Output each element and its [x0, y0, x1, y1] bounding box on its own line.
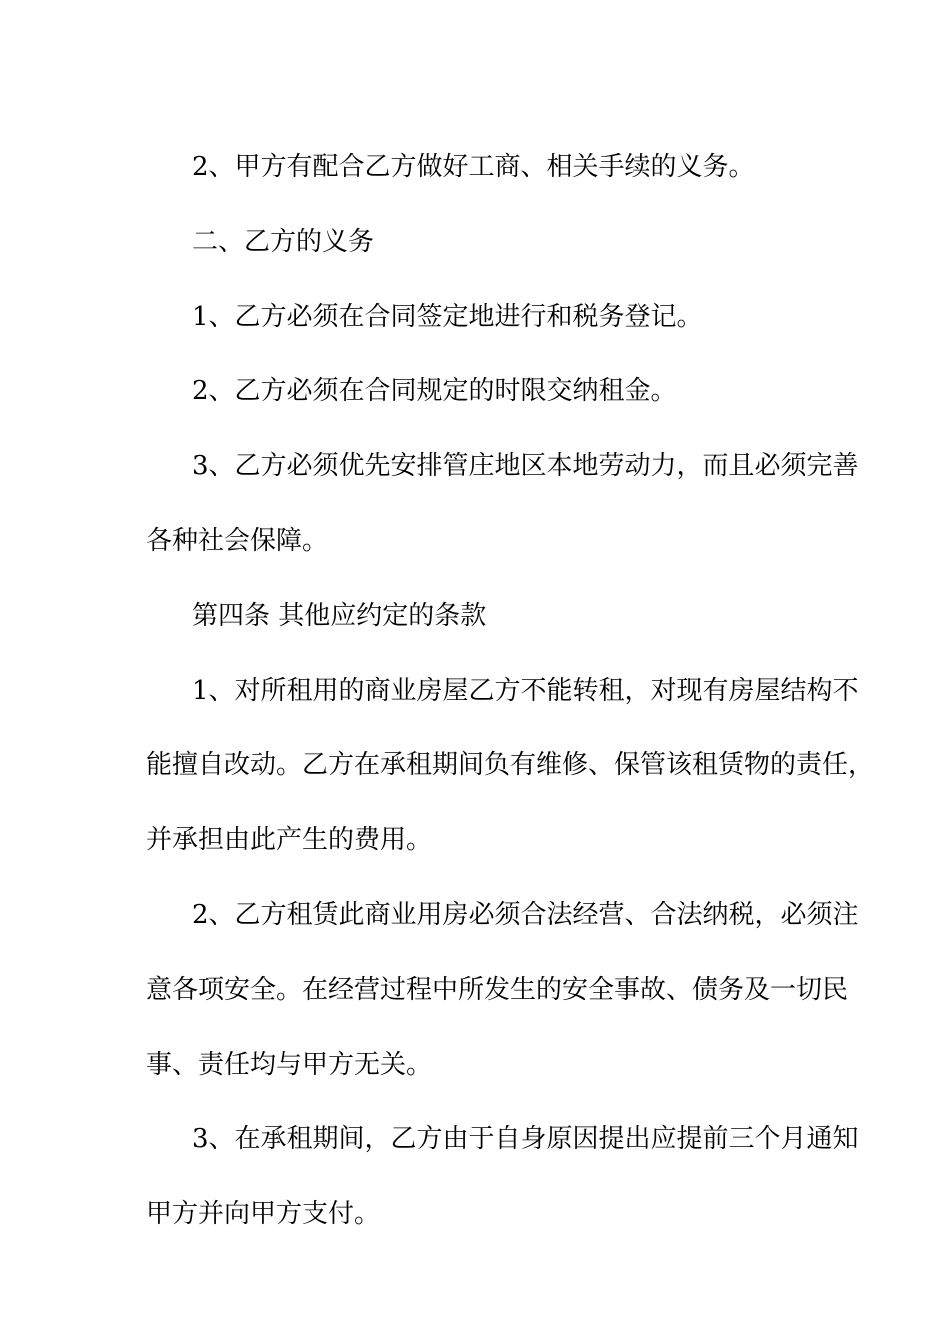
- text-line: 3、在承租期间，乙方由于自身原因提出应提前三个月通知: [192, 1124, 859, 1155]
- paragraph: [146, 429, 859, 579]
- text-line: 1、对所租用的商业房屋乙方不能转租，对现有房屋结构不: [192, 675, 859, 706]
- paragraph: [146, 654, 875, 878]
- text-line: 能擅自改动。乙方在承租期间负有维修、保管该租赁物的责任，: [146, 750, 875, 781]
- text-line: 并承担由此产生的费用。: [146, 825, 433, 856]
- text-line: 二、乙方的义务: [192, 226, 375, 257]
- text-line: 各种社会保障。: [146, 525, 329, 556]
- paragraph: [146, 1102, 859, 1252]
- text-line: 2、甲方有配合乙方做好工商、相关手续的义务。: [192, 152, 755, 182]
- document-body: [146, 130, 875, 1252]
- paragraph: [146, 280, 816, 355]
- text-line: 第四条 其他应约定的条款: [192, 600, 487, 631]
- text-line: 2、乙方租赁此商业用房必须合法经营、合法纳税，必须注: [192, 899, 859, 930]
- paragraph: [146, 354, 816, 429]
- paragraph: [146, 130, 816, 205]
- text-line: 3、乙方必须优先安排管庄地区本地劳动力，而且必须完善: [192, 451, 859, 482]
- article-heading: [146, 579, 816, 654]
- section-heading: [146, 205, 816, 280]
- text-line: 甲方并向甲方支付。: [146, 1199, 381, 1230]
- text-line: 意各项安全。在经营过程中所发生的安全事故、债务及一切民: [146, 974, 849, 1005]
- text-line: 事、责任均与甲方无关。: [146, 1049, 433, 1080]
- paragraph: [146, 878, 859, 1102]
- text-line: 1、乙方必须在合同签定地进行和税务登记。: [192, 301, 703, 332]
- text-line: 2、乙方必须在合同规定的时限交纳租金。: [192, 376, 677, 407]
